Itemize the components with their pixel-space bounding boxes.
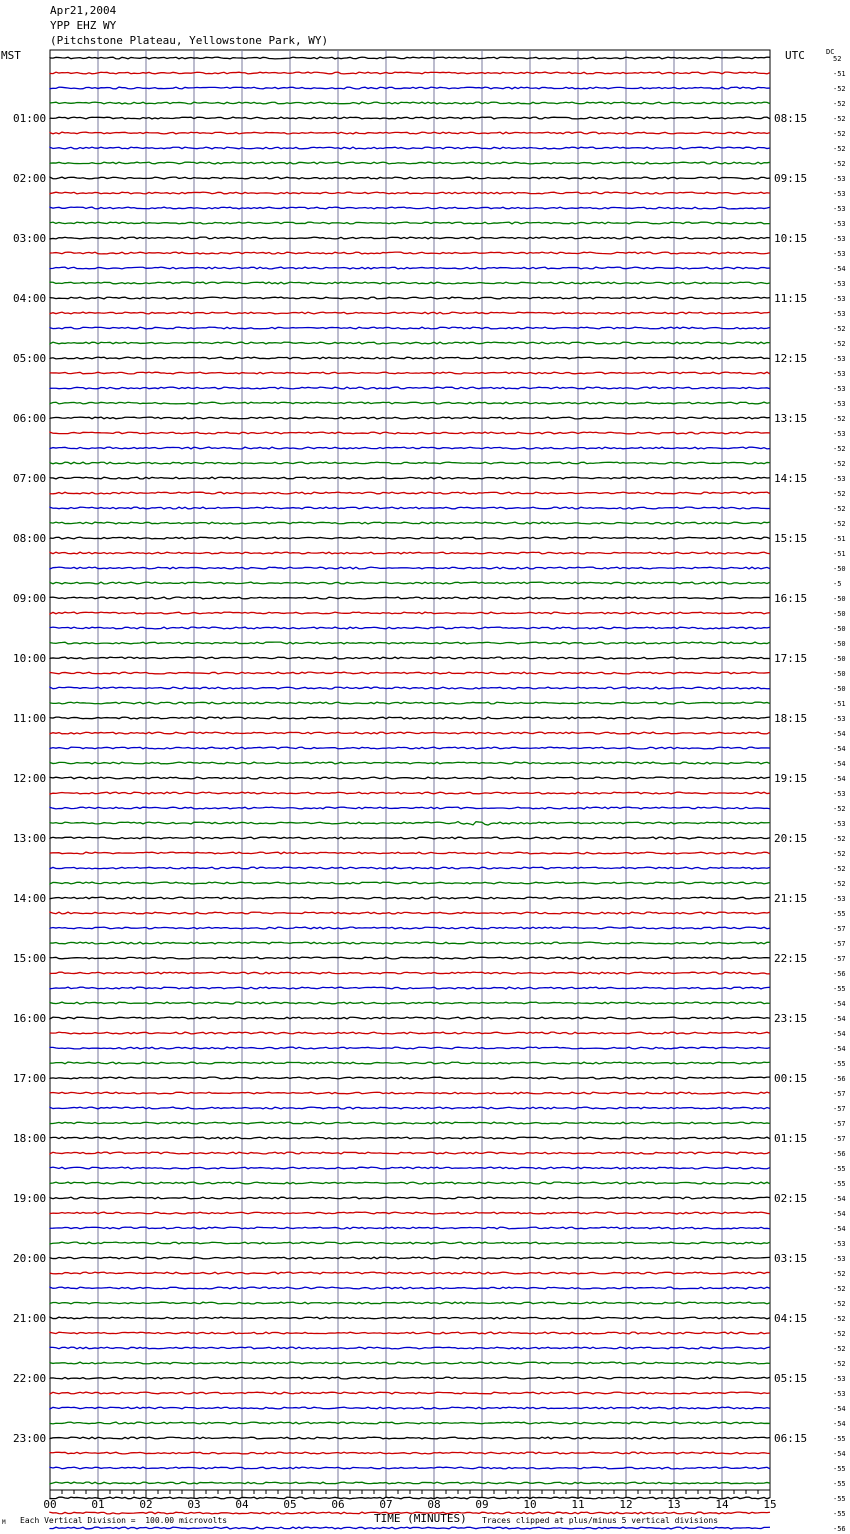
trace-line <box>50 507 770 509</box>
trace-line <box>50 1242 770 1244</box>
dc-offset-label: -50 <box>833 640 846 648</box>
x-tick-label: 04 <box>235 1498 249 1511</box>
utc-hour-label: 18:15 <box>774 712 808 725</box>
mst-hour-label: 01:00 <box>13 112 47 125</box>
trace-line <box>50 462 770 464</box>
dc-offset-label: -52 <box>833 805 846 813</box>
mst-hour-label: 23:00 <box>13 1432 47 1445</box>
plot-frame <box>50 50 770 1490</box>
dc-offset-label: -52 <box>833 100 846 108</box>
x-tick-label: 07 <box>379 1498 393 1511</box>
dc-offset-label: -53 <box>833 190 846 198</box>
trace-line <box>50 1047 770 1049</box>
dc-offset-label: -52 <box>833 835 846 843</box>
x-axis-title: TIME (MINUTES) <box>374 1512 467 1525</box>
dc-offset-label: -57 <box>833 1135 846 1143</box>
dc-offset-label: -54 <box>833 760 846 768</box>
dc-offset-label: -52 <box>833 505 846 513</box>
trace-line <box>50 717 770 719</box>
utc-hour-label: 09:15 <box>774 172 808 185</box>
x-tick-label: 14 <box>715 1498 729 1511</box>
dc-offset-label: 52 <box>833 55 842 63</box>
trace-line <box>50 312 770 314</box>
trace-line <box>50 372 770 374</box>
dc-offset-label: -50 <box>833 595 846 603</box>
dc-offset-label: -55 <box>833 1165 846 1173</box>
trace-line <box>50 1077 770 1079</box>
mst-hour-label: 18:00 <box>13 1132 47 1145</box>
trace-line <box>50 912 770 914</box>
utc-hour-label: 02:15 <box>774 1192 808 1205</box>
dc-offset-label: -53 <box>833 310 846 318</box>
trace-line <box>50 822 770 825</box>
trace-line <box>50 1062 770 1064</box>
dc-offset-label: -50 <box>833 625 846 633</box>
trace-line <box>50 1182 770 1184</box>
dc-offset-label: -55 <box>833 1180 846 1188</box>
trace-line <box>50 747 770 749</box>
dc-offset-label: -56 <box>833 1075 846 1083</box>
mst-hour-label: 17:00 <box>13 1072 47 1085</box>
utc-hour-label: 20:15 <box>774 832 808 845</box>
utc-hour-label: 17:15 <box>774 652 808 665</box>
utc-hour-label: 11:15 <box>774 292 808 305</box>
trace-line <box>50 597 770 599</box>
dc-offset-label: -54 <box>833 1450 846 1458</box>
trace-line <box>50 867 770 869</box>
dc-offset-label: -50 <box>833 670 846 678</box>
dc-offset-label: -52 <box>833 340 846 348</box>
dc-offset-label: -52 <box>833 1270 846 1278</box>
mst-hour-label: 16:00 <box>13 1012 47 1025</box>
mst-hour-label: 11:00 <box>13 712 47 725</box>
mst-hour-label: 14:00 <box>13 892 47 905</box>
dc-offset-label: -52 <box>833 865 846 873</box>
mst-hour-label: 02:00 <box>13 172 47 185</box>
utc-hour-label: 13:15 <box>774 412 808 425</box>
trace-line <box>50 702 770 704</box>
dc-offset-label: -57 <box>833 955 846 963</box>
dc-offset-label: -53 <box>833 370 846 378</box>
dc-offset-label: -53 <box>833 280 846 288</box>
dc-offset-label: -5 <box>833 580 842 588</box>
utc-hour-label: 06:15 <box>774 1432 808 1445</box>
mst-hour-label: 08:00 <box>13 532 47 545</box>
dc-offset-label: -53 <box>833 895 846 903</box>
mst-hour-label: 05:00 <box>13 352 47 365</box>
trace-line <box>50 1392 770 1394</box>
utc-hour-label: 22:15 <box>774 952 808 965</box>
trace-line <box>50 267 770 269</box>
dc-offset-label: -55 <box>833 910 846 918</box>
mst-hour-label: 03:00 <box>13 232 47 245</box>
trace-line <box>50 1452 770 1454</box>
dc-offset-label: -53 <box>833 205 846 213</box>
trace-line <box>50 1407 770 1409</box>
trace-line <box>50 117 770 119</box>
trace-line <box>50 1272 770 1274</box>
dc-offset-label: -53 <box>833 1240 846 1248</box>
dc-offset-label: -52 <box>833 160 846 168</box>
dc-offset-label: -52 <box>833 145 846 153</box>
dc-offset-label: -54 <box>833 1420 846 1428</box>
dc-offset-label: -54 <box>833 1045 846 1053</box>
trace-line <box>50 1362 770 1364</box>
mst-hour-label: 20:00 <box>13 1252 47 1265</box>
trace-line <box>50 222 770 224</box>
x-tick-label: 12 <box>619 1498 633 1511</box>
mst-hour-label: 19:00 <box>13 1192 47 1205</box>
mst-hour-label: 04:00 <box>13 292 47 305</box>
utc-hour-label: 00:15 <box>774 1072 808 1085</box>
dc-offset-label: -54 <box>833 1030 846 1038</box>
dc-offset-label: -53 <box>833 790 846 798</box>
dc-offset-label: -54 <box>833 265 846 273</box>
trace-line <box>50 837 770 839</box>
trace-line <box>50 1527 770 1529</box>
dc-offset-label: -52 <box>833 130 846 138</box>
dc-offset-label: -50 <box>833 610 846 618</box>
trace-line <box>50 342 770 344</box>
dc-offset-label: -56 <box>833 970 846 978</box>
x-tick-label: 11 <box>571 1498 585 1511</box>
trace-line <box>50 252 770 254</box>
utc-hour-label: 12:15 <box>774 352 808 365</box>
trace-line <box>50 237 770 239</box>
trace-line <box>50 417 770 419</box>
trace-line <box>50 1257 770 1259</box>
dc-offset-label: -52 <box>833 115 846 123</box>
mst-hour-label: 06:00 <box>13 412 47 425</box>
trace-line <box>50 1137 770 1139</box>
dc-offset-label: -54 <box>833 730 846 738</box>
trace-line <box>50 882 770 884</box>
utc-hour-label: 08:15 <box>774 112 808 125</box>
mst-hour-label: 10:00 <box>13 652 47 665</box>
x-tick-label: 09 <box>475 1498 489 1511</box>
dc-offset-label: -57 <box>833 925 846 933</box>
dc-offset-label: -53 <box>833 715 846 723</box>
trace-line <box>50 1122 770 1124</box>
x-tick-label: 08 <box>427 1498 441 1511</box>
trace-line <box>50 1107 770 1109</box>
utc-hour-label: 16:15 <box>774 592 808 605</box>
dc-offset-label: -54 <box>833 1210 846 1218</box>
trace-line <box>50 1227 770 1229</box>
trace-line <box>50 102 770 104</box>
trace-line <box>50 72 770 74</box>
trace-line <box>50 57 770 59</box>
dc-offset-label: -56 <box>833 1525 846 1533</box>
dc-offset-label: -52 <box>833 1285 846 1293</box>
trace-line <box>50 87 770 89</box>
trace-line <box>50 1347 770 1349</box>
clip-note: Traces clipped at plus/minus 5 vertical divisions <box>482 1516 719 1525</box>
x-tick-label: 00 <box>43 1498 57 1511</box>
dc-offset-label: -52 <box>833 1300 846 1308</box>
dc-offset-label: -52 <box>833 850 846 858</box>
trace-line <box>50 477 770 479</box>
trace-line <box>50 1467 770 1469</box>
mst-hour-label: 07:00 <box>13 472 47 485</box>
trace-line <box>50 552 770 554</box>
dc-offset-header: DC <box>826 48 835 56</box>
trace-line <box>50 972 770 974</box>
trace-line <box>50 1212 770 1214</box>
trace-line <box>50 357 770 359</box>
dc-offset-label: -56 <box>833 1150 846 1158</box>
dc-offset-label: -55 <box>833 1435 846 1443</box>
mst-hour-label: 15:00 <box>13 952 47 965</box>
dc-offset-label: -55 <box>833 1510 846 1518</box>
dc-offset-label: -52 <box>833 880 846 888</box>
trace-line <box>50 1317 770 1319</box>
dc-offset-label: -52 <box>833 460 846 468</box>
dc-offset-label: -54 <box>833 1015 846 1023</box>
right-timezone-label: UTC <box>785 49 805 62</box>
trace-line <box>50 1287 770 1289</box>
x-tick-label: 06 <box>331 1498 345 1511</box>
dc-offset-label: -50 <box>833 685 846 693</box>
trace-line <box>50 732 770 734</box>
utc-hour-label: 23:15 <box>774 1012 808 1025</box>
dc-offset-label: -53 <box>833 1375 846 1383</box>
mst-hour-label: 13:00 <box>13 832 47 845</box>
utc-hour-label: 21:15 <box>774 892 808 905</box>
dc-offset-label: -53 <box>833 1255 846 1263</box>
x-tick-label: 01 <box>91 1498 105 1511</box>
x-tick-label: 10 <box>523 1498 537 1511</box>
plot-date: Apr21,2004 <box>50 4 117 17</box>
trace-line <box>50 297 770 299</box>
dc-offset-label: -54 <box>833 1000 846 1008</box>
dc-offset-label: -52 <box>833 490 846 498</box>
trace-line <box>50 1002 770 1004</box>
dc-offset-label: -53 <box>833 250 846 258</box>
dc-offset-label: -54 <box>833 775 846 783</box>
x-tick-label: 03 <box>187 1498 201 1511</box>
utc-hour-label: 05:15 <box>774 1372 808 1385</box>
scale-note: Each Vertical Division = 100.00 microvolts <box>20 1516 228 1525</box>
dc-offset-label: -50 <box>833 655 846 663</box>
trace-line <box>50 987 770 989</box>
trace-line <box>50 162 770 164</box>
station-code: YPP EHZ WY <box>50 19 117 32</box>
dc-offset-label: -55 <box>833 1060 846 1068</box>
trace-line <box>50 897 770 899</box>
trace-line <box>50 1377 770 1379</box>
trace-line <box>50 1197 770 1199</box>
trace-line <box>50 147 770 149</box>
dc-offset-label: -52 <box>833 445 846 453</box>
trace-line <box>50 1437 770 1439</box>
trace-line <box>50 927 770 929</box>
station-location: (Pitchstone Plateau, Yellowstone Park, WY) <box>50 34 329 47</box>
trace-line <box>50 582 770 584</box>
dc-offset-label: -55 <box>833 985 846 993</box>
dc-offset-label: -54 <box>833 1225 846 1233</box>
dc-offset-label: -57 <box>833 1090 846 1098</box>
trace-line <box>50 852 770 854</box>
trace-line <box>50 642 770 644</box>
dc-offset-label: -53 <box>833 355 846 363</box>
trace-line <box>50 492 770 494</box>
left-timezone-label: MST <box>1 49 21 62</box>
dc-offset-label: -57 <box>833 1120 846 1128</box>
trace-line <box>50 1422 770 1424</box>
utc-hour-label: 01:15 <box>774 1132 808 1145</box>
dc-offset-label: -53 <box>833 400 846 408</box>
trace-line <box>50 687 770 689</box>
dc-offset-label: -51 <box>833 535 846 543</box>
dc-offset-label: -55 <box>833 1465 846 1473</box>
dc-offset-label: -54 <box>833 1195 846 1203</box>
trace-line <box>50 942 770 944</box>
utc-hour-label: 14:15 <box>774 472 808 485</box>
mst-hour-label: 12:00 <box>13 772 47 785</box>
dc-offset-label: -53 <box>833 175 846 183</box>
dc-offset-label: -53 <box>833 235 846 243</box>
dc-offset-label: -51 <box>833 550 846 558</box>
trace-line <box>50 567 770 569</box>
dc-offset-label: -57 <box>833 940 846 948</box>
trace-line <box>50 177 770 179</box>
dc-offset-label: -53 <box>833 1390 846 1398</box>
utc-hour-label: 15:15 <box>774 532 808 545</box>
dc-offset-label: -53 <box>833 820 846 828</box>
trace-line <box>50 957 770 959</box>
mst-hour-label: 22:00 <box>13 1372 47 1385</box>
trace-line <box>50 1167 770 1169</box>
trace-line <box>50 387 770 389</box>
dc-offset-label: -51 <box>833 70 846 78</box>
trace-line <box>50 657 770 659</box>
trace-line <box>50 1332 770 1334</box>
trace-line <box>50 1302 770 1304</box>
trace-line <box>50 207 770 209</box>
trace-line <box>50 1017 770 1019</box>
trace-line <box>50 1497 770 1499</box>
trace-line <box>50 612 770 614</box>
trace-line <box>50 402 770 404</box>
x-tick-label: 15 <box>763 1498 777 1511</box>
x-tick-label: 13 <box>667 1498 681 1511</box>
dc-offset-label: -55 <box>833 1495 846 1503</box>
trace-line <box>50 522 770 524</box>
trace-line <box>50 132 770 134</box>
dc-offset-label: -55 <box>833 1480 846 1488</box>
dc-offset-label: -53 <box>833 220 846 228</box>
dc-offset-label: -54 <box>833 745 846 753</box>
trace-line <box>50 762 770 764</box>
trace-line <box>50 282 770 284</box>
trace-line <box>50 627 770 629</box>
trace-line <box>50 777 770 779</box>
dc-offset-label: -54 <box>833 1405 846 1413</box>
trace-line <box>50 192 770 194</box>
dc-offset-label: -52 <box>833 1360 846 1368</box>
trace-line <box>50 432 770 434</box>
dc-offset-label: -52 <box>833 1330 846 1338</box>
dc-offset-label: -52 <box>833 1345 846 1353</box>
dc-offset-label: -52 <box>833 325 846 333</box>
trace-line <box>50 1482 770 1484</box>
dc-offset-label: -53 <box>833 430 846 438</box>
dc-offset-label: -52 <box>833 415 846 423</box>
trace-line <box>50 672 770 674</box>
trace-line <box>50 1032 770 1034</box>
dc-offset-label: -53 <box>833 295 846 303</box>
x-tick-label: 05 <box>283 1498 297 1511</box>
trace-line <box>50 1092 770 1094</box>
dc-offset-label: -50 <box>833 565 846 573</box>
mst-hour-label: 09:00 <box>13 592 47 605</box>
dc-offset-label: -52 <box>833 520 846 528</box>
dc-offset-label: -53 <box>833 475 846 483</box>
utc-hour-label: 19:15 <box>774 772 808 785</box>
dc-offset-label: -57 <box>833 1105 846 1113</box>
trace-line <box>50 537 770 539</box>
trace-line <box>50 807 770 809</box>
trace-line <box>50 792 770 794</box>
dc-offset-label: -51 <box>833 700 846 708</box>
trace-line <box>50 447 770 449</box>
dc-offset-label: -52 <box>833 85 846 93</box>
dc-offset-label: -52 <box>833 1315 846 1323</box>
x-tick-label: 02 <box>139 1498 153 1511</box>
utc-hour-label: 03:15 <box>774 1252 808 1265</box>
trace-line <box>50 1152 770 1154</box>
mst-hour-label: 21:00 <box>13 1312 47 1325</box>
trace-line <box>50 327 770 329</box>
corner-mark: M <box>2 1519 6 1526</box>
utc-hour-label: 04:15 <box>774 1312 808 1325</box>
dc-offset-label: -53 <box>833 385 846 393</box>
utc-hour-label: 10:15 <box>774 232 808 245</box>
